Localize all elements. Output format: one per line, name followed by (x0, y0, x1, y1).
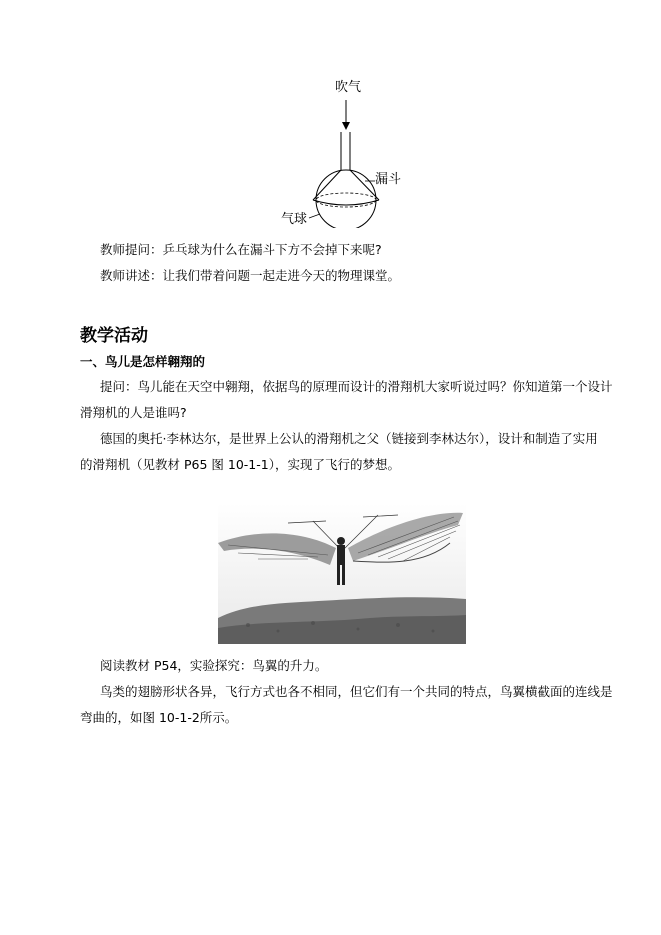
blow-label: 吹气 (335, 80, 362, 95)
glider-photo-drawing (218, 503, 466, 644)
question-para-line2: 滑翔机的人是谁吗? (80, 405, 187, 420)
glider-photo (218, 503, 466, 644)
reading-line: 阅读教材 P54，实验探究：鸟翼的升力。 (100, 658, 328, 673)
funnel-label: 漏斗 (375, 172, 402, 187)
subsection-title: 一、鸟儿是怎样翱翔的 (80, 354, 206, 369)
question-para-line1: 提问：鸟儿能在天空中翱翔，依据鸟的原理而设计的滑翔机大家听说过吗？你知道第一个设计 (100, 379, 613, 394)
funnel-diagram (275, 78, 415, 228)
wing-line2: 弯曲的，如图 10-1-2所示。 (80, 710, 238, 725)
teacher-question: 教师提问：乒乓球为什么在漏斗下方不会掉下来呢? (100, 242, 382, 257)
lilienthal-line1: 德国的奥托·李林达尔，是世界上公认的滑翔机之父（链接到李林达尔），设计和制造了实用 (100, 431, 598, 446)
teacher-explain: 教师讲述：让我们带着问题一起走进今天的物理课堂。 (100, 268, 401, 283)
funnel-drawing (275, 78, 415, 228)
ball-label: 气球 (281, 212, 308, 227)
section-title: 教学活动 (80, 326, 148, 346)
wing-line1: 鸟类的翅膀形状各异，飞行方式也各不相同，但它们有一个共同的特点，鸟翼横截面的连线是 (100, 684, 613, 699)
lilienthal-line2: 的滑翔机（见教材 P65 图 10-1-1），实现了飞行的梦想。 (80, 457, 400, 472)
